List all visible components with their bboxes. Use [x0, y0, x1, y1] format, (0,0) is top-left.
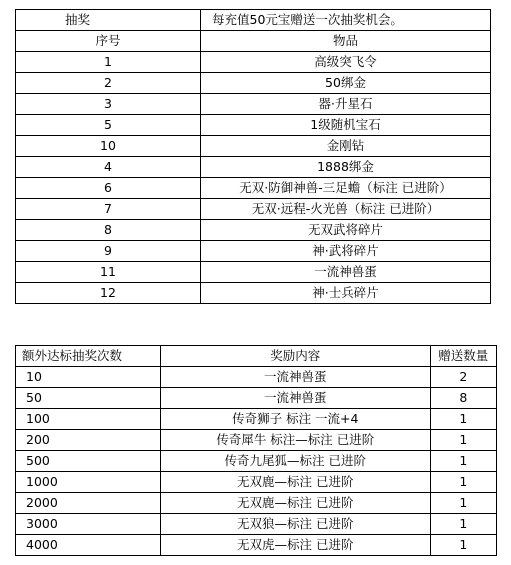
- bonus-reward-cell: 无双鹿—标注 已进阶: [161, 472, 431, 493]
- table-row: [16, 535, 497, 556]
- bonus-threshold-cell: 4000: [16, 535, 161, 556]
- bonus-column-header-row: [16, 346, 497, 367]
- bonus-reward-cell: 一流神兽蛋: [161, 388, 431, 409]
- lottery-header-label: 抽奖: [16, 10, 201, 31]
- bonus-reward-cell: 传奇九尾狐—标注 已进阶: [161, 451, 431, 472]
- lottery-index-cell: 11: [16, 262, 201, 283]
- table-row: [16, 367, 497, 388]
- lottery-index-cell: 8: [16, 220, 201, 241]
- lottery-index-cell: 7: [16, 199, 201, 220]
- bonus-reward-cell: 传奇犀牛 标注—标注 已进阶: [161, 430, 431, 451]
- lottery-column-header-row: [16, 31, 491, 52]
- table-row: [16, 472, 497, 493]
- bonus-reward-cell: 无双鹿—标注 已进阶: [161, 493, 431, 514]
- lottery-index-cell: 2: [16, 73, 201, 94]
- lottery-index-cell: 4: [16, 157, 201, 178]
- lottery-item-cell: 50绑金: [201, 73, 491, 94]
- table-row: [16, 73, 491, 94]
- table-row: [16, 94, 491, 115]
- bonus-quantity-cell: 1: [430, 493, 496, 514]
- lottery-index-cell: 9: [16, 241, 201, 262]
- lottery-item-cell: 一流神兽蛋: [201, 262, 491, 283]
- bonus-reward-cell: 无双狼—标注 已进阶: [161, 514, 431, 535]
- bonus-reward-cell: 一流神兽蛋: [161, 367, 431, 388]
- lottery-item-cell: 1888绑金: [201, 157, 491, 178]
- bonus-threshold-cell: 1000: [16, 472, 161, 493]
- lottery-column-header: 物品: [201, 31, 491, 52]
- bonus-table-body: [16, 346, 497, 556]
- table-row: [16, 220, 491, 241]
- bonus-threshold-cell: 500: [16, 451, 161, 472]
- bonus-quantity-cell: 1: [430, 472, 496, 493]
- bonus-column-header: 赠送数量: [430, 346, 496, 367]
- bonus-quantity-cell: 8: [430, 388, 496, 409]
- table-row: [16, 199, 491, 220]
- table-row: [16, 262, 491, 283]
- table-row: [16, 388, 497, 409]
- lottery-item-cell: 神·武将碎片: [201, 241, 491, 262]
- lottery-item-cell: 器·升星石: [201, 94, 491, 115]
- lottery-table-body: [16, 10, 491, 304]
- lottery-index-cell: 3: [16, 94, 201, 115]
- table-row: [16, 283, 491, 304]
- table-row: [16, 430, 497, 451]
- bonus-quantity-cell: 1: [430, 535, 496, 556]
- bonus-quantity-cell: 2: [430, 367, 496, 388]
- bonus-column-header: 额外达标抽奖次数: [16, 346, 161, 367]
- bonus-quantity-cell: 1: [430, 451, 496, 472]
- bonus-threshold-cell: 200: [16, 430, 161, 451]
- lottery-index-cell: 1: [16, 52, 201, 73]
- lottery-item-cell: 无双·远程-火光兽（标注 已进阶）: [201, 199, 491, 220]
- lottery-header-row: [16, 10, 491, 31]
- lottery-index-cell: 10: [16, 136, 201, 157]
- lottery-item-cell: 高级突飞令: [201, 52, 491, 73]
- bonus-column-header: 奖励内容: [161, 346, 431, 367]
- bonus-reward-cell: 无双虎—标注 已进阶: [161, 535, 431, 556]
- lottery-index-cell: 6: [16, 178, 201, 199]
- bonus-threshold-cell: 3000: [16, 514, 161, 535]
- bonus-reward-cell: 传奇狮子 标注 一流+4: [161, 409, 431, 430]
- table-row: [16, 451, 497, 472]
- lottery-table: [15, 9, 491, 304]
- lottery-header-description: 每充值50元宝赠送一次抽奖机会。: [201, 10, 491, 31]
- bonus-table: [15, 345, 497, 556]
- table-row: [16, 136, 491, 157]
- lottery-item-cell: 神·士兵碎片: [201, 283, 491, 304]
- table-row: [16, 52, 491, 73]
- table-row: [16, 115, 491, 136]
- bonus-threshold-cell: 100: [16, 409, 161, 430]
- table-row: [16, 409, 497, 430]
- table-row: [16, 241, 491, 262]
- bonus-threshold-cell: 2000: [16, 493, 161, 514]
- lottery-index-cell: 12: [16, 283, 201, 304]
- lottery-index-cell: 5: [16, 115, 201, 136]
- bonus-quantity-cell: 1: [430, 514, 496, 535]
- bonus-threshold-cell: 50: [16, 388, 161, 409]
- bonus-threshold-cell: 10: [16, 367, 161, 388]
- lottery-item-cell: 无双·防御神兽-三足蟾（标注 已进阶）: [201, 178, 491, 199]
- table-row: [16, 157, 491, 178]
- lottery-item-cell: 金刚钻: [201, 136, 491, 157]
- lottery-item-cell: 1级随机宝石: [201, 115, 491, 136]
- lottery-item-cell: 无双武将碎片: [201, 220, 491, 241]
- bonus-quantity-cell: 1: [430, 409, 496, 430]
- table-row: [16, 514, 497, 535]
- lottery-column-header: 序号: [16, 31, 201, 52]
- bonus-quantity-cell: 1: [430, 430, 496, 451]
- table-row: [16, 493, 497, 514]
- table-row: [16, 178, 491, 199]
